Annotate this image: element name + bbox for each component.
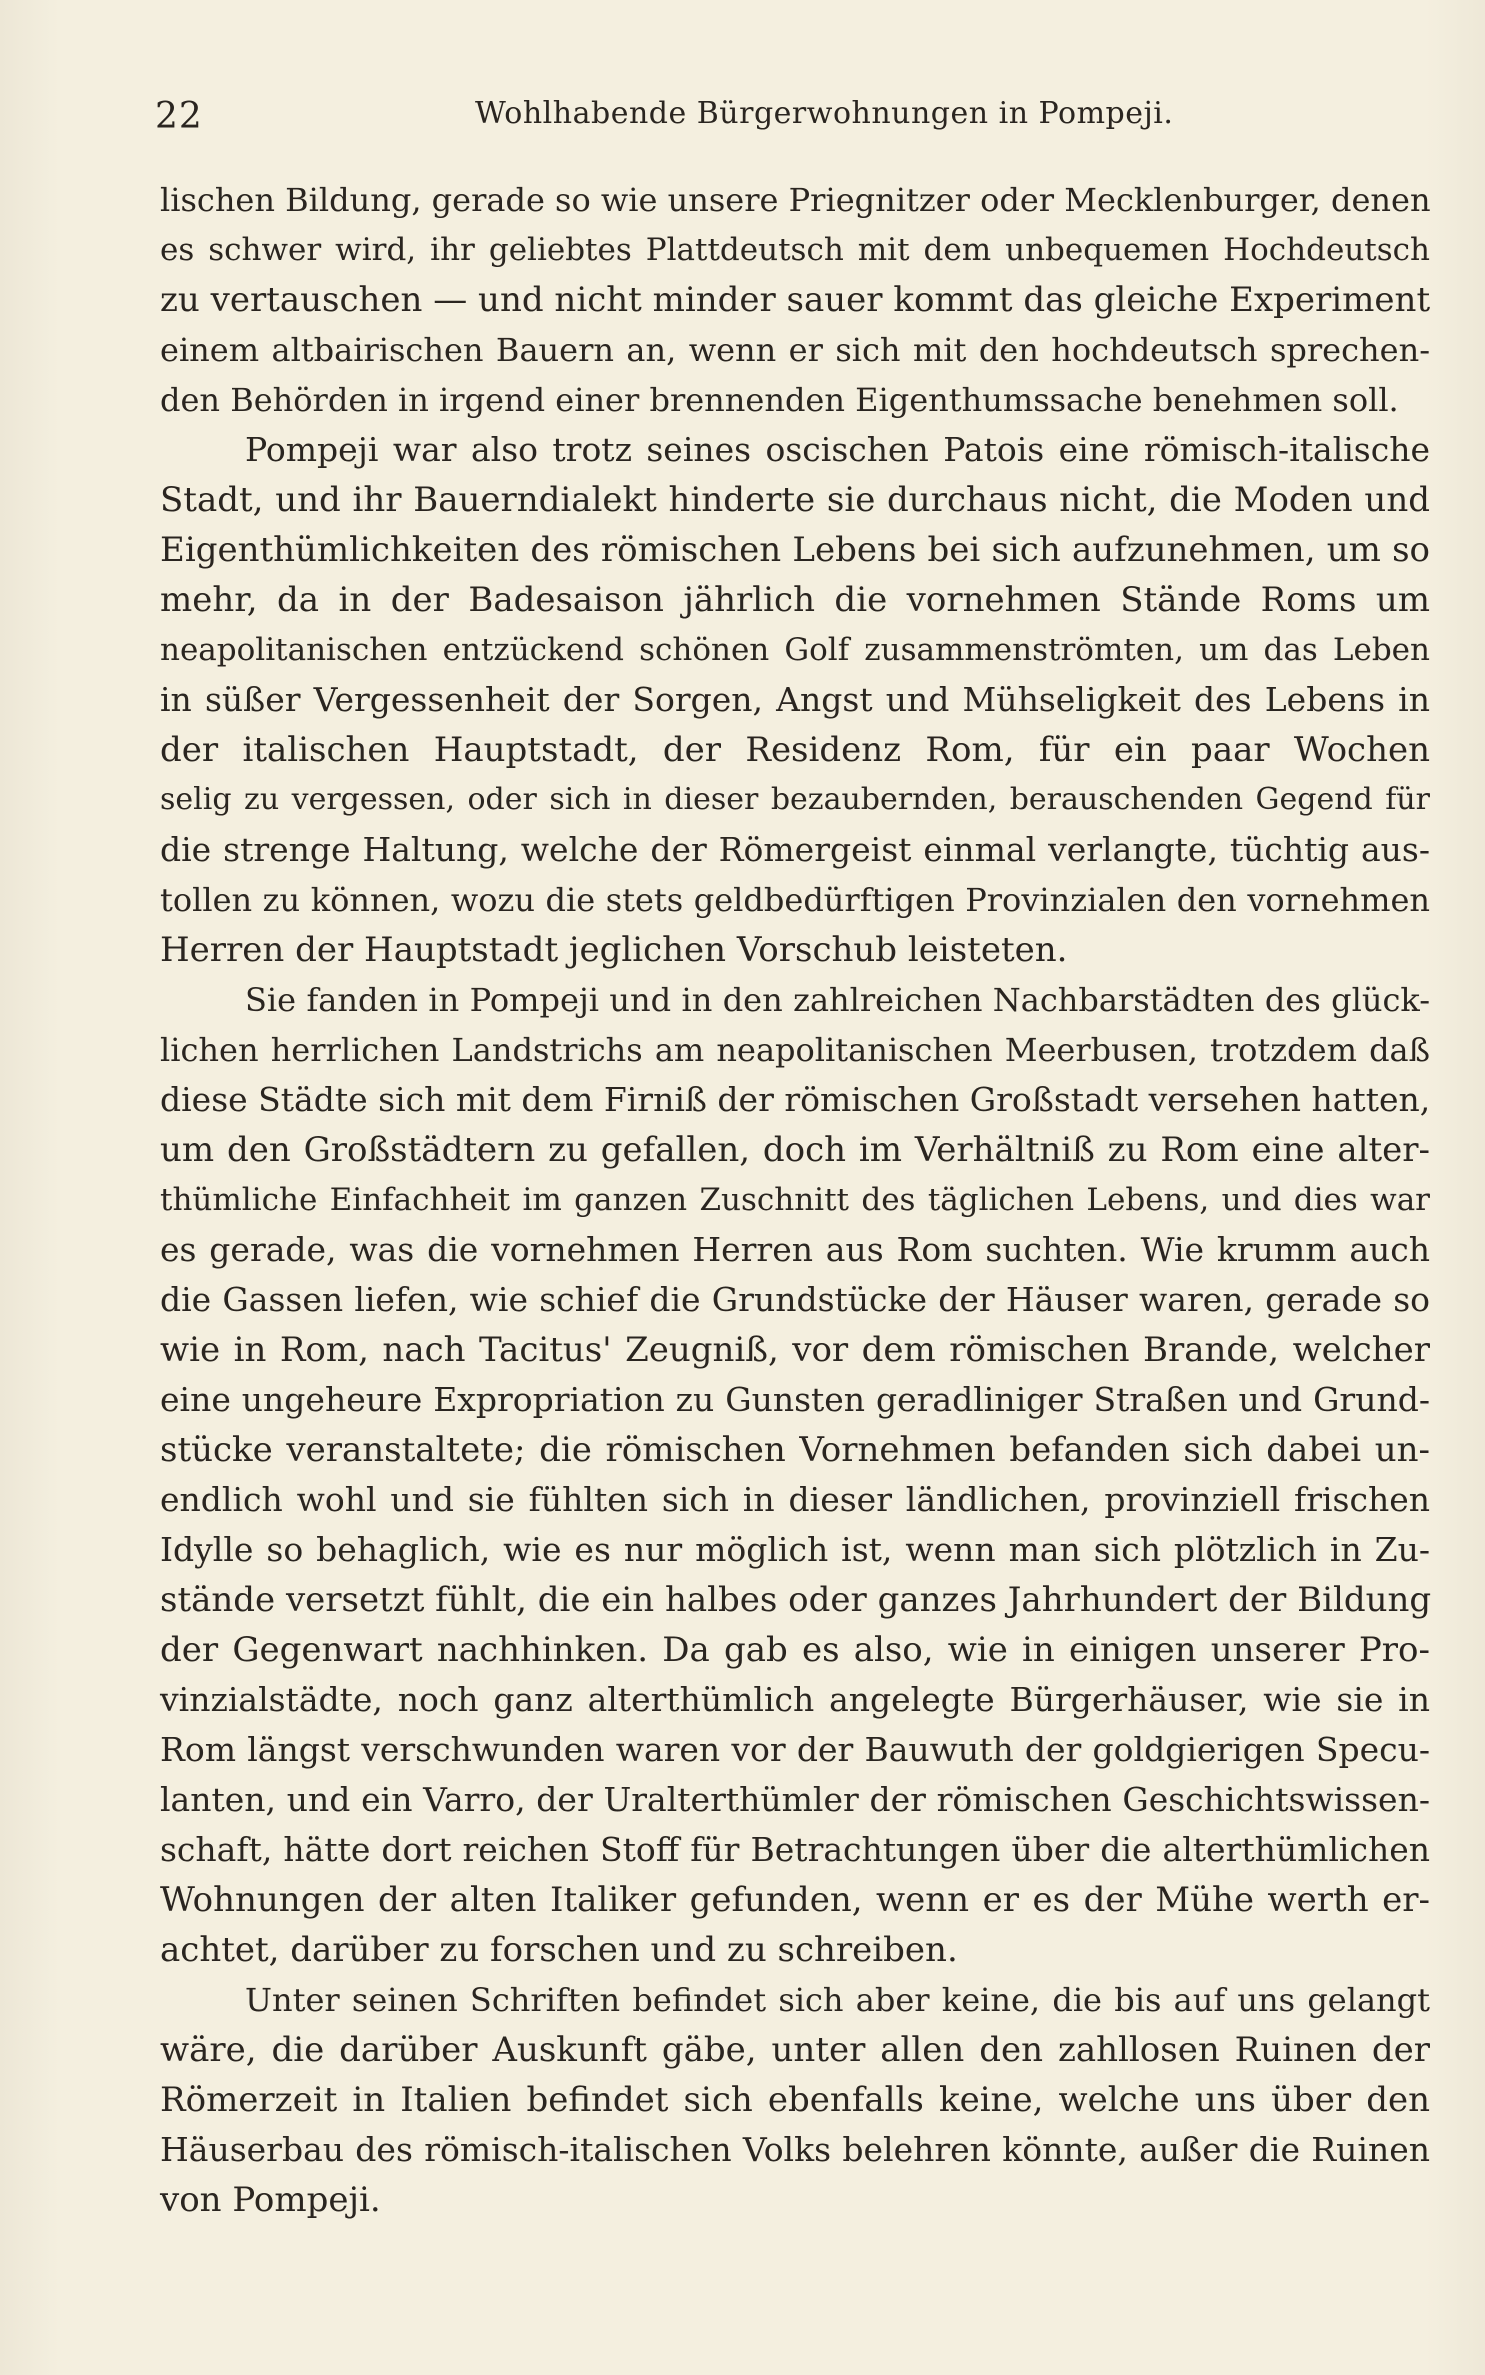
text-line: Häuserbau des römisch-italischen Volks belehren könnte, außer die Ruinen — [160, 2130, 1430, 2169]
text-line: stücke veranstaltete; die römischen Vornehmen befanden sich dabei un- — [160, 1430, 1430, 1470]
text-line: schaft, hätte dort reichen Stoff für Betrachtungen über die alterthümlichen — [160, 1830, 1430, 1869]
text-line: Rom längst verschwunden waren vor der Bauwuth der goldgierigen Specu- — [160, 1730, 1430, 1769]
text-line: Eigenthümlichkeiten des römischen Lebens bei sich aufzunehmen, um so — [160, 530, 1430, 570]
text-line: es schwer wird, ihr geliebtes Plattdeutsch mit dem unbequemen Hochdeutsch — [160, 232, 1430, 268]
text-line: vinzialstädte, noch ganz alterthümlich angelegte Bürgerhäuser, wie sie in — [160, 1680, 1430, 1719]
text-line: wäre, die darüber Auskunft gäbe, unter allen den zahllosen Ruinen der — [160, 2030, 1430, 2070]
text-line: in süßer Vergessenheit der Sorgen, Angst und Mühseligkeit des Lebens in — [160, 680, 1430, 719]
text-line: Unter seinen Schriften befindet sich aber keine, die bis auf uns gelangt — [245, 1981, 1430, 2019]
text-line: um den Großstädtern zu gefallen, doch im Verhältniß zu Rom eine alter- — [160, 1130, 1430, 1170]
text-line: tollen zu können, wozu die stets geldbedürftigen Provinzialen den vornehmen — [160, 881, 1430, 919]
text-line: lanten, und ein Varro, der Uralterthümler der römischen Geschichtswissen- — [160, 1780, 1430, 1819]
text-line: die strenge Haltung, welche der Römergeist einmal verlangte, tüchtig aus- — [160, 830, 1430, 869]
text-line: Römerzeit in Italien befindet sich ebenfalls keine, welche uns über den — [160, 2080, 1430, 2120]
text-line: der italischen Hauptstadt, der Residenz Rom, für ein paar Wochen — [160, 730, 1430, 770]
text-line: die Gassen liefen, wie schief die Grundstücke der Häuser waren, gerade so — [160, 1280, 1430, 1319]
text-line: Stadt, und ihr Bauerndialekt hinderte sie durchaus nicht, die Moden und — [160, 480, 1430, 520]
text-line: Pompeji war also trotz seines oscischen Patois eine römisch-italische — [245, 430, 1430, 469]
text-line: von Pompeji. — [160, 2180, 381, 2220]
text-line: Herren der Hauptstadt jeglichen Vorschub leisteten. — [160, 930, 1068, 970]
text-line: Idylle so behaglich, wie es nur möglich ist, wenn man sich plötzlich in Zu- — [160, 1530, 1430, 1569]
body-text — [160, 175, 1430, 2225]
text-line: zu vertauschen — und nicht minder sauer kommt das gleiche Experiment — [160, 280, 1431, 320]
running-head: Wohlhabende Bürgerwohnungen in Pompeji. — [475, 96, 1174, 131]
page-number: 22 — [155, 96, 203, 137]
text-line: Wohnungen der alten Italiker gefunden, wenn er es der Mühe werth er- — [160, 1880, 1430, 1920]
text-line: lischen Bildung, gerade so wie unsere Priegnitzer oder Mecklenburger, denen — [160, 181, 1431, 219]
text-line: lichen herrlichen Landstrichs am neapolitanischen Meerbusen, trotzdem daß — [160, 1031, 1430, 1069]
text-line: mehr, da in der Badesaison jährlich die vornehmen Stände Roms um — [160, 580, 1430, 620]
text-line: endlich wohl und sie fühlten sich in dieser ländlichen, provinziell frischen — [160, 1480, 1430, 1519]
text-line: Sie fanden in Pompeji und in den zahlreichen Nachbarstädten des glück- — [245, 981, 1430, 1019]
text-line: achtet, darüber zu forschen und zu schreiben. — [160, 1930, 958, 1970]
text-line: den Behörden in irgend einer brennenden Eigenthumssache benehmen soll. — [160, 381, 1399, 419]
text-line: neapolitanischen entzückend schönen Golf zusammenströmten, um das Leben — [160, 632, 1430, 668]
text-line: selig zu vergessen, oder sich in dieser bezaubernden, berauschenden Gegend für — [160, 782, 1430, 817]
text-line: stände versetzt fühlt, die ein halbes oder ganzes Jahrhundert der Bildung — [160, 1580, 1432, 1620]
text-line: der Gegenwart nachhinken. Da gab es also, wie in einigen unserer Pro- — [160, 1630, 1430, 1670]
text-line: diese Städte sich mit dem Firniß der römischen Großstadt versehen hatten, — [160, 1080, 1431, 1119]
text-line: es gerade, was die vornehmen Herren aus Rom suchten. Wie krumm auch — [160, 1230, 1430, 1269]
text-line: thümliche Einfachheit im ganzen Zuschnitt des täglichen Lebens, und dies war — [160, 1182, 1430, 1218]
text-line: einem altbairischen Bauern an, wenn er sich mit den hochdeutsch sprechen- — [160, 331, 1430, 369]
text-line: wie in Rom, nach Tacitus' Zeugniß, vor dem römischen Brande, welcher — [160, 1330, 1430, 1370]
text-line: eine ungeheure Expropriation zu Gunsten geradliniger Straßen und Grund- — [160, 1380, 1430, 1419]
page-header — [155, 96, 1435, 146]
